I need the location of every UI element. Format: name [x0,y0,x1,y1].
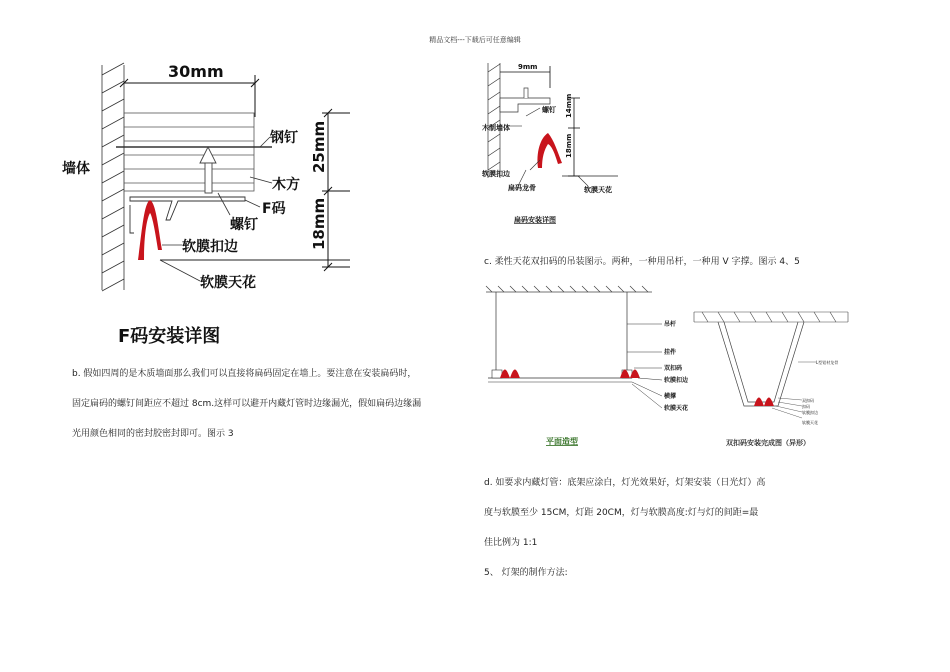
paragraph-d-line3: 佳比例为 1:1 [484,538,538,548]
paragraph-b-line2: 固定扁码的螺钉间距应不超过 8cm.这样可以避开内藏灯管时边缘漏光，假如扁码边缘漏 [72,399,422,409]
flat-dim-right-bottom: 18mm [565,133,573,158]
paragraph-c: c. 柔性天花双扣码的吊装图示。两种，一种用吊杆，一种用 V 字撑。图示 4、5 [484,257,800,267]
dim-top-label: 30mm [168,62,224,81]
paragraph-b-line1: b. 假如四周的是木质墙面那么我们可以直接将扁码固定在墙上。要注意在安装扁码时， [72,369,417,379]
section-5-heading: 5、 灯架的制作方法: [484,568,568,578]
label-screw: 螺钉 [230,217,258,233]
v-label-double: 双扣码 [802,398,814,403]
flat-label-keel: 扁码龙骨 [508,184,536,192]
label-nail: 钢钉 [270,130,298,146]
f-code-install-diagram [60,55,370,305]
dim-top-line [120,75,259,117]
slab-right [694,312,848,322]
double-buckle-diagram [482,278,852,453]
page-header: 精品文档---下载后可任意编辑 [429,36,521,44]
flat-label-screw: 螺钉 [542,106,556,114]
wood-block [124,113,254,191]
label-wood: 木方 [272,177,300,193]
paragraph-d-line1: d. 如要求内藏灯管：底架应涂白，灯光效果好，灯架安装（日光灯）高 [484,478,766,488]
dim-right-bottom-label: 18mm [310,197,328,250]
dbl-label-double: 双扣码 [664,365,683,372]
flat-label-wall: 木制墙体 [482,124,510,132]
dbl-label-rod: 吊杆 [664,321,677,328]
film-edge-red [138,200,162,260]
label-film-ceiling: 软膜天花 [200,275,256,291]
f-code-caption: F码安装详图 [118,326,221,347]
paragraph-d-line2: 度与软膜至少 15CM，灯距 20CM，灯与软膜高度:灯与灯的间距=最 [484,508,759,518]
label-film-edge: 软膜扣边 [182,239,238,255]
wall-hatch [102,63,124,291]
flat-label-edge: 软膜扣边 [482,170,510,178]
dbl-label-beam: 横撑 [664,393,677,400]
flat-label-ceiling: 软膜天花 [584,186,612,194]
dbl-caption-right: 双扣码安装完成图（异形） [726,439,810,447]
dbl-label-edge: 软膜扣边 [664,377,689,384]
slab-left [486,286,652,292]
dbl-label-hook: 挂件 [664,349,677,356]
paragraph-b-line3: 光用颜色相同的密封胶密封即可。图示 3 [72,429,234,439]
v-label-keel: L型铝材龙骨 [816,360,839,365]
v-brace [718,322,804,406]
v-label-code: 扣码 [802,404,810,409]
label-wall: 墙体 [62,161,90,177]
flat-dim-top-label: 9mm [518,63,538,71]
flat-code-install-diagram [478,58,628,228]
wood-wall-hatch [488,63,500,178]
label-f-code: F码 [262,201,286,217]
flat-caption: 扁码安装详图 [514,216,556,224]
screw-shape [200,147,216,193]
dbl-label-ceiling: 软膜天花 [664,405,689,412]
dim-right-top-label: 25mm [310,120,328,173]
v-label-edge: 软膜扣边 [802,410,818,415]
flat-dim-right-top: 14mm [565,93,573,118]
flat-film-edge-red [537,133,562,168]
v-label-ceiling: 软膜天花 [802,420,818,425]
dbl-caption-left: 平面造型 [546,437,578,446]
